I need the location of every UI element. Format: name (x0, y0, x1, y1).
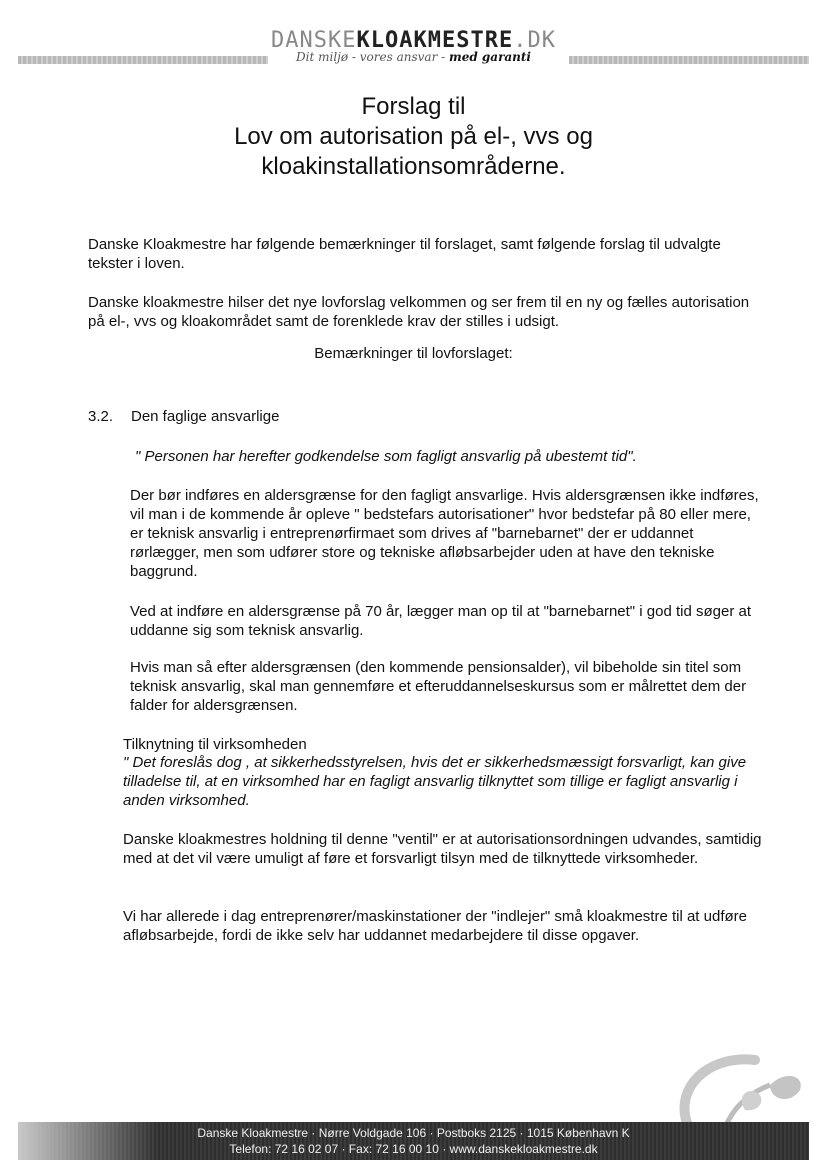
section-paragraph-1: Der bør indføres en aldersgrænse for den fagligt ansvarlige. Hvis aldersgrænsen ikke indføres, vil man i de kommende år opleve " bedstefars autorisationer" hvor bedstefar på 80 eller mere, er teknisk ansvarlig i entreprenørfirmaet som drives af "barnebarnet" der er uddannet rørlægger, men som udfører store og tekniske afløbsarbejder uden at have den tekniske baggrund. (130, 487, 759, 580)
title-line-2: Lov om autorisation på el-, vvs og (234, 123, 593, 150)
section-paragraph-5: Vi har allerede i dag entreprenører/maskinstationer der "indlejer" små kloakmestre til at udføre afløbsarbejde, fordi de ikke selv har uddannet medarbejdere til disse opgaver. (123, 908, 747, 944)
section-paragraph-2: Ved at indføre en aldersgrænse på 70 år, lægger man op til at "barnebarnet" i god tid søger at uddanne sig som teknisk ansvarlig. (130, 603, 752, 639)
intro-paragraph-1: Danske Kloakmestre har følgende bemærkninger til forslaget, samt følgende forslag til udvalgte tekster i loven. (88, 236, 721, 272)
quote-1: " Personen har herefter godkendelse som fagligt ansvarlig på ubestemt tid". (135, 448, 637, 465)
title-line-3: kloakinstallationsområderne. (261, 153, 566, 180)
logo-part-danske: DANSKE (271, 28, 357, 53)
header-tagline (0, 50, 827, 64)
logo-part-kloakmestre: KLOAKMESTRE (356, 28, 514, 53)
footer-address: Danske Kloakmestre · Nørre Voldgade 106 · Postboks 2125 · 1015 København K (197, 1126, 630, 1140)
quote-2: " Det foreslås dog , at sikkerhedsstyrelsen, hvis det er sikkerhedsmæssigt forsvarligt, kan give tilladelse til, at en virksomhed har en fagligt ansvarlig tilknyttet som tillige er fagligt ansvarlig i anden virksomhed. (123, 754, 747, 809)
section-title: Den faglige ansvarlige (131, 408, 280, 425)
section-paragraph-3: Hvis man så efter aldersgrænsen (den kommende pensionsalder), vil bibeholde sin titel som teknisk ansvarlig, skal man gennemføre et efteruddannelseskursus som er målrettet dem der falder for aldersgrænsen. (130, 659, 747, 714)
footer-contact: Telefon: 72 16 02 07 · Fax: 72 16 00 10 · www.danskekloakmestre.dk (229, 1142, 598, 1156)
section-number: 3.2. (88, 408, 114, 425)
footer-fade (18, 1122, 158, 1160)
section-paragraph-4: Danske kloakmestres holdning til denne "ventil" er at autorisationsordningen udvandes, samtidig med at det vil være umuligt af føre et forsvarligt tilsyn med de tilknyttede virksomheder. (123, 831, 762, 867)
subheading-tilknytning: Tilknytning til virksomheden (123, 736, 307, 753)
document-title (0, 92, 827, 182)
remarks-heading: Bemærkninger til lovforslaget: (314, 345, 513, 362)
logo-part-dk: .DK (513, 28, 556, 53)
intro-paragraph-2: Danske kloakmestre hilser det nye lovforslag velkommen og ser frem til en ny og fælles autorisation på el-, vvs og kloakområdet samt de forenklede krav der stilles i udsigt. (88, 294, 750, 330)
tagline-emphasis: med garanti (449, 50, 531, 64)
title-line-1: Forslag til (361, 93, 466, 120)
tagline-text: Dit miljø - vores ansvar - (296, 50, 449, 64)
